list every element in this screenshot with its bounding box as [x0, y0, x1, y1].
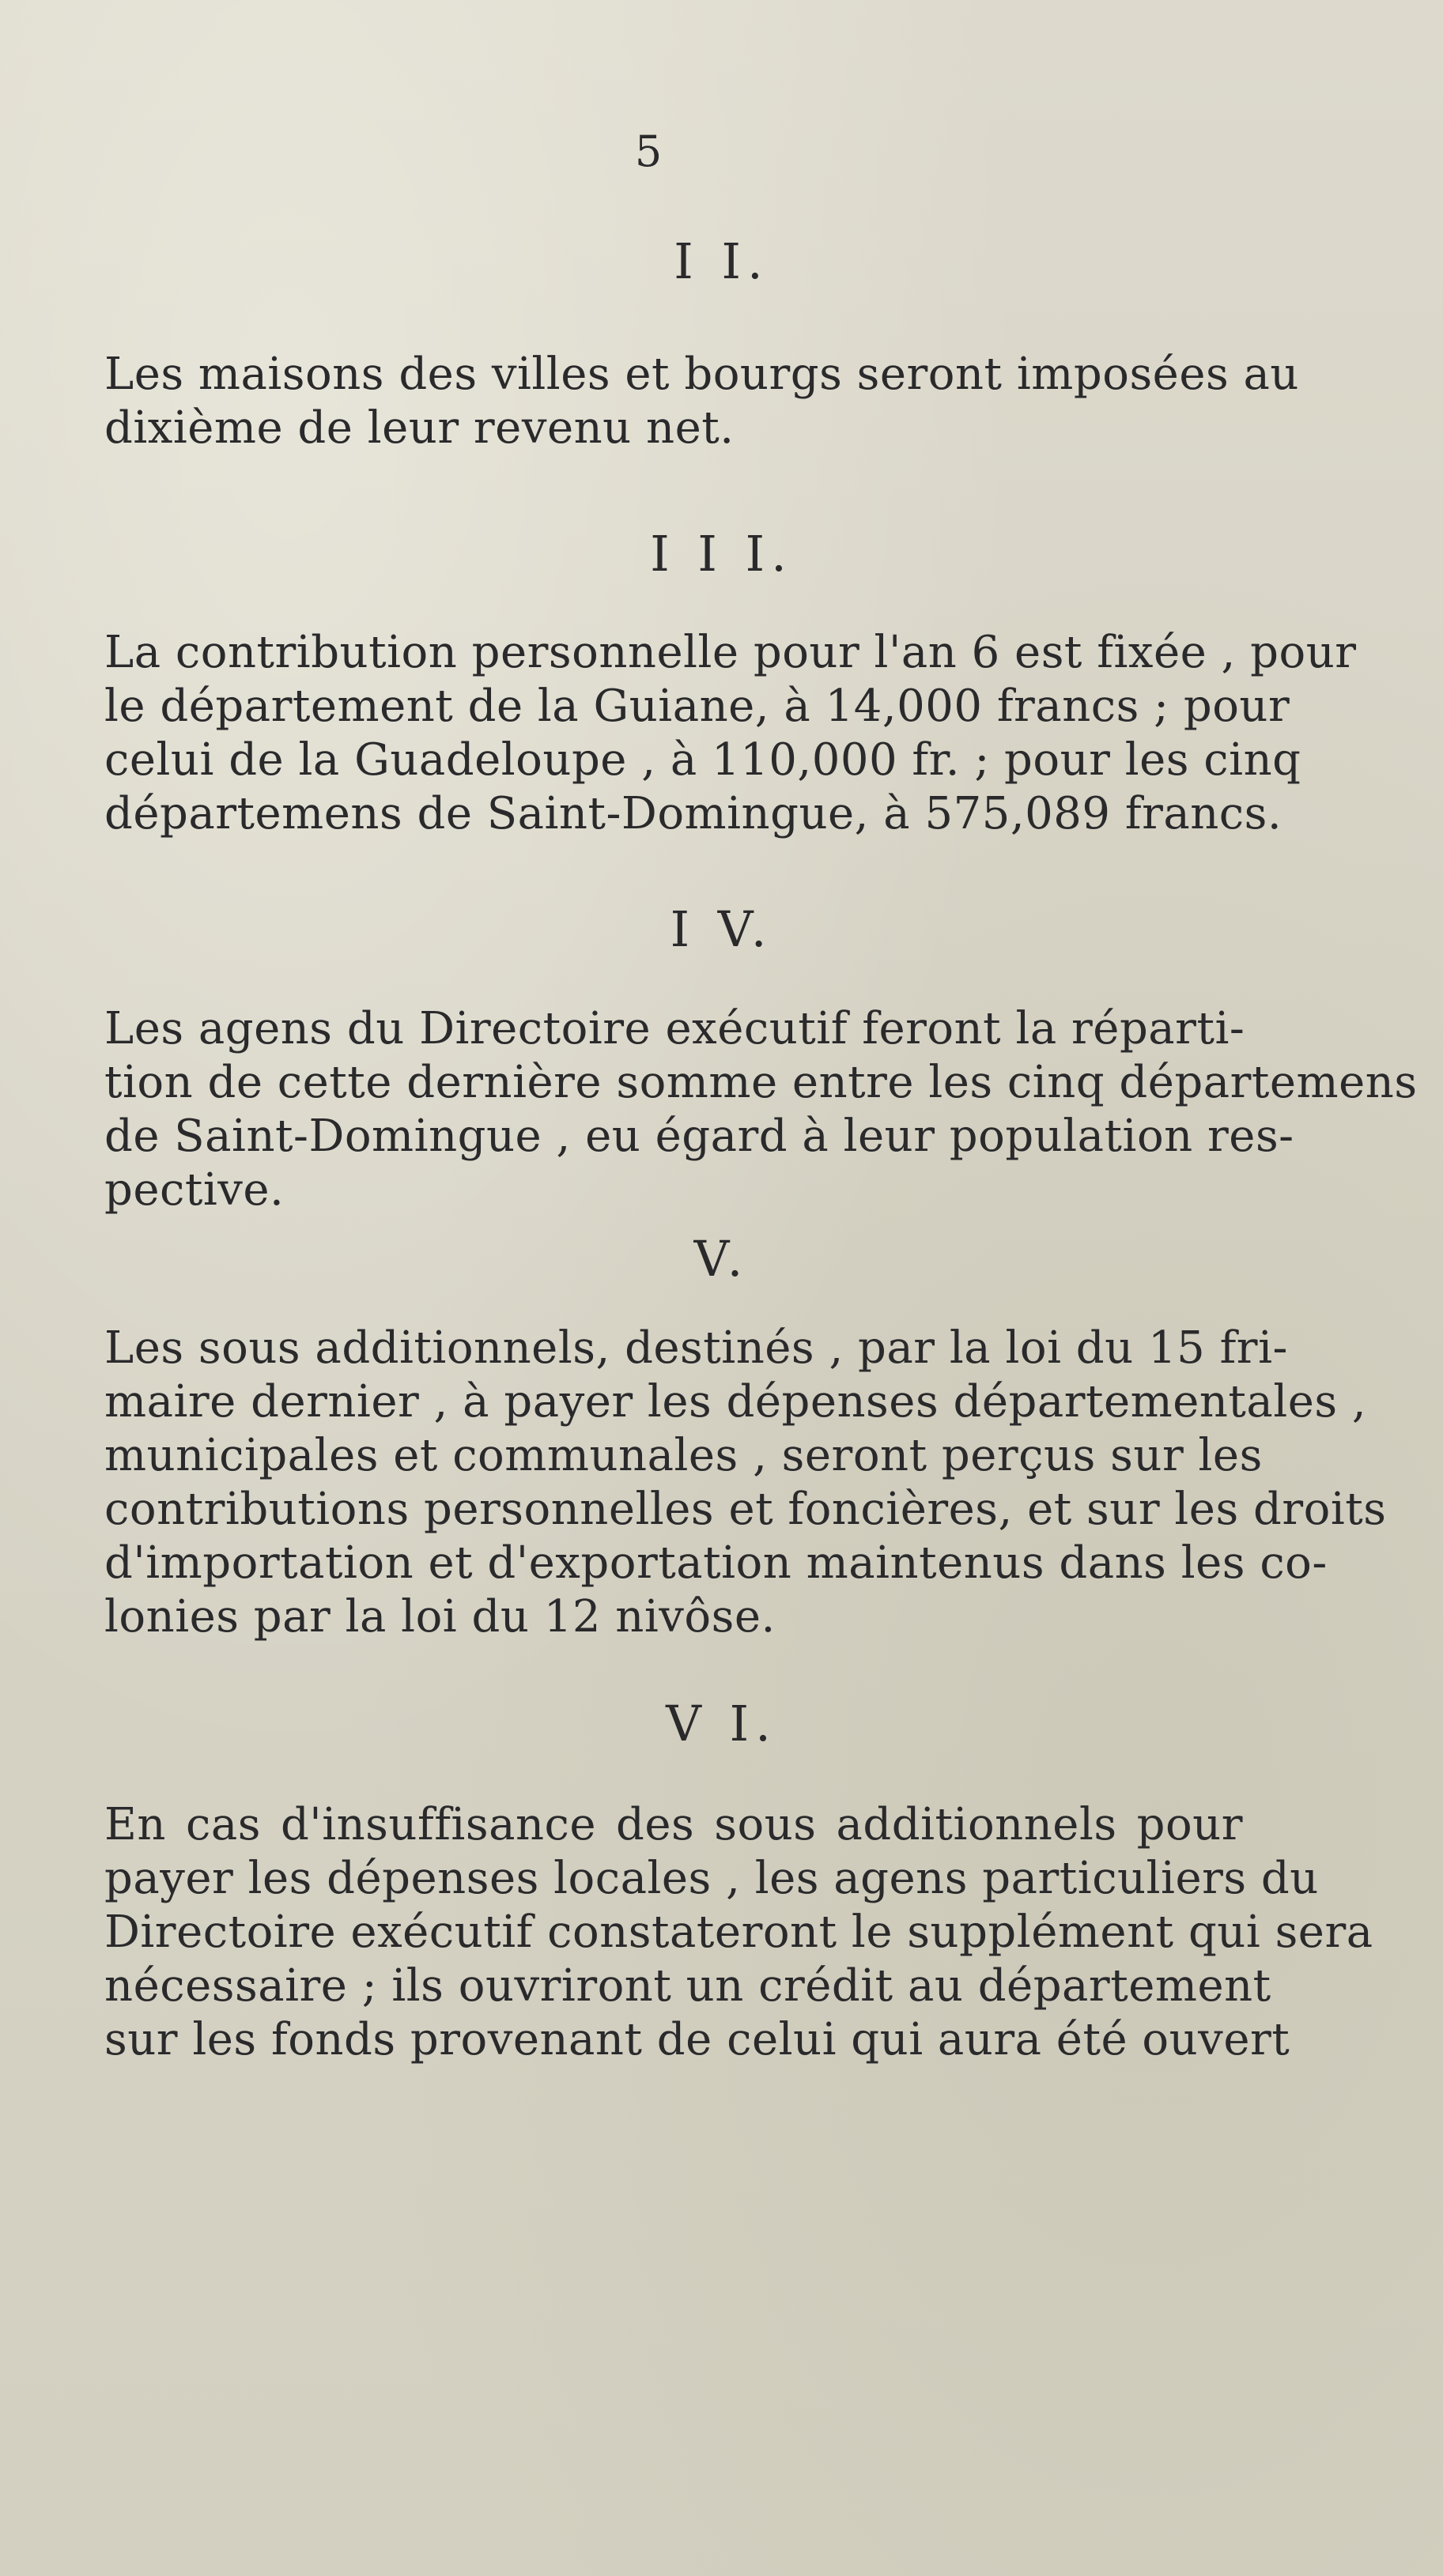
text-line: de Saint-Domingue , eu égard à leur population res-: [104, 1111, 1294, 1162]
text-line: nécessaire ; ils ouvriront un crédit au département: [104, 1960, 1271, 2012]
page-number: 5: [634, 126, 663, 176]
text-line: municipales et communales , seront perçus sur les: [104, 1430, 1263, 1481]
article-heading-5: V.: [693, 1230, 750, 1288]
article-text-5: [104, 1322, 1387, 1644]
text-line: pective.: [104, 1164, 285, 1216]
text-line: tion de cette dernière somme entre les cinq départemens: [104, 1057, 1418, 1108]
article-text-6: [104, 1798, 1373, 2067]
article-text-4: [104, 1002, 1418, 1217]
text-line: le département de la Guiane, à 14,000 francs ; pour: [104, 681, 1290, 732]
text-line: dixième de leur revenu net.: [104, 402, 735, 454]
text-line: celui de la Guadeloupe , à 110,000 fr. ; pour les cinq: [104, 734, 1301, 786]
text-line: Directoire exécutif constateront le supplément qui sera: [104, 1907, 1373, 1958]
article-text-2: [104, 348, 1299, 455]
article-heading-6: V I.: [666, 1695, 777, 1752]
text-line: départemens de Saint-Domingue, à 575,089 francs.: [104, 788, 1282, 839]
text-line: d'importation et d'exportation maintenus dans les co-: [104, 1537, 1328, 1589]
article-heading-4: I V.: [670, 900, 773, 958]
article-heading-2: I I.: [674, 232, 769, 290]
text-line: lonies par la loi du 12 nivôse.: [104, 1591, 776, 1643]
article-text-3: [104, 626, 1357, 841]
text-line: En cas d'insuffisance des sous additionnels pour: [104, 1799, 1243, 1850]
text-line: maire dernier , à payer les dépenses départementales ,: [104, 1376, 1367, 1428]
text-line: La contribution personnelle pour l'an 6 est fixée , pour: [104, 627, 1357, 678]
text-line: Les maisons des villes et bourgs seront imposées au: [104, 349, 1299, 400]
text-line: sur les fonds provenant de celui qui aura été ouvert: [104, 2014, 1290, 2065]
text-line: Les agens du Directoire exécutif feront la réparti-: [104, 1003, 1245, 1054]
text-line: Les sous additionnels, destinés , par la loi du 15 fri-: [104, 1322, 1288, 1374]
text-line: payer les dépenses locales , les agens particuliers du: [104, 1853, 1319, 1904]
article-heading-3: I I I.: [650, 525, 793, 583]
text-line: contributions personnelles et foncières, et sur les droits: [104, 1484, 1387, 1535]
